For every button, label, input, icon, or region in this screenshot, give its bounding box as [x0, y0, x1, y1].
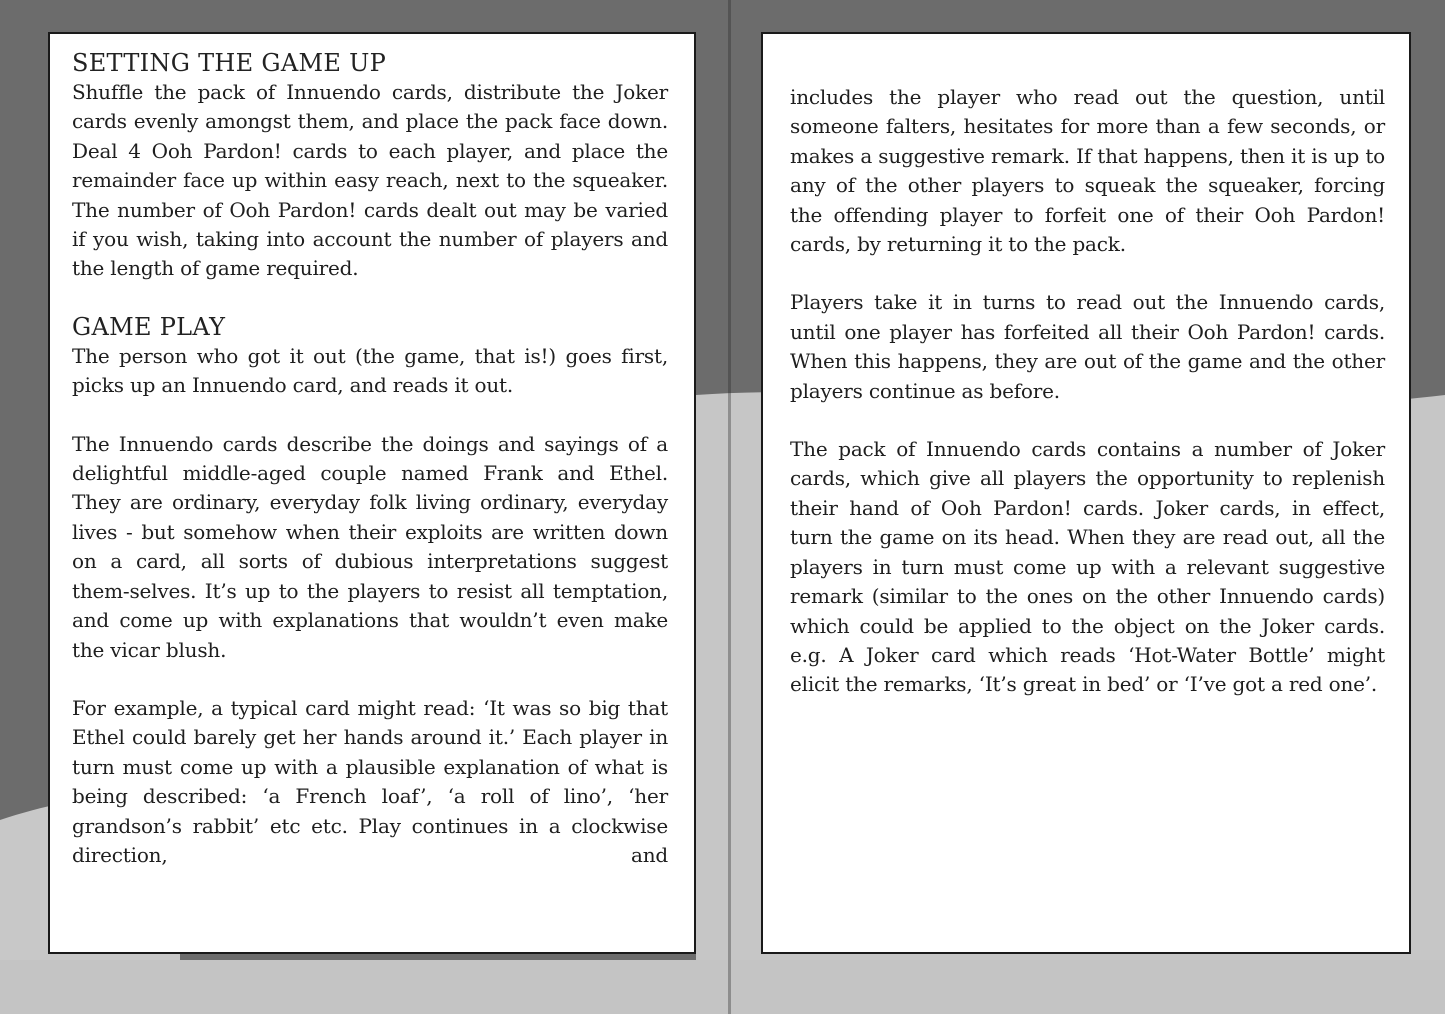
turns-paragraph: Players take it in turns to read out the Innuendo cards, until one player has forfeited all their Ooh Pardon! cards. When this happens, they are out of the game and the other players continue as before.: [790, 290, 1385, 403]
gameplay-intro-paragraph: The person who got it out (the game, that is!) goes first, picks up an Innuendo card, and reads it out.: [72, 343, 668, 398]
right-page: [761, 32, 1411, 954]
page-fold: [728, 0, 731, 1014]
left-page: [48, 32, 696, 954]
joker-paragraph: The pack of Innuendo cards contains a number of Joker cards, which give all players the opportunity to replenish their hand of Ooh Pardon! cards. Joker cards, in effect, turn the game on its head. When they are read out, all the players in turn must come up with a relevant suggestive remark (similar to the ones on the other Innuendo cards) which could be applied to the object on the Joker cards. e.g. A Joker card which reads ‘Hot-Water Bottle’ might elicit the remarks, ‘It’s great in bed’ or ‘I’ve got a red one’.: [790, 437, 1385, 697]
setup-paragraph: Shuffle the pack of Innuendo cards, distribute the Joker cards evenly amongst them, and place the pack face down. Deal 4 Ooh Pardon! cards to each player, and place the remainder face up within easy reach, next to the squeaker. The number of Ooh Pardon! cards dealt out may be varied if you wish, taking into account the number of players and the length of game required.: [72, 80, 668, 281]
example-paragraph: For example, a typical card might read: ‘It was so big that Ethel could barely get her hands around it.’ Each player in turn must come up with a plausible explanation of what is being described: ‘a French loaf’, ‘a roll of lino’, ‘her grandson’s rabbit’ etc etc. Play continues in a clockwise direction, and: [72, 695, 668, 867]
setup-heading: SETTING THE GAME UP: [72, 49, 387, 77]
continuation-paragraph: includes the player who read out the question, until someone falters, hesitates for more than a few seconds, or makes a suggestive remark. If that happens, then it is up to any of the other players to squeak the squeaker, forcing the offending player to forfeit one of their Ooh Pardon! cards, by returning it to the pack.: [790, 85, 1385, 257]
innuendo-description-paragraph: The Innuendo cards describe the doings and sayings of a delightful middle-aged couple named Frank and Ethel. They are ordinary, everyday folk living ordinary, everyday lives - but somehow when their exploits are written down on a card, all sorts of dubious interpretations suggest them-selves. It’s up to the players to resist all temptation, and come up with explanations that wouldn’t even make the vicar blush.: [72, 431, 668, 662]
gameplay-heading: GAME PLAY: [72, 312, 226, 341]
